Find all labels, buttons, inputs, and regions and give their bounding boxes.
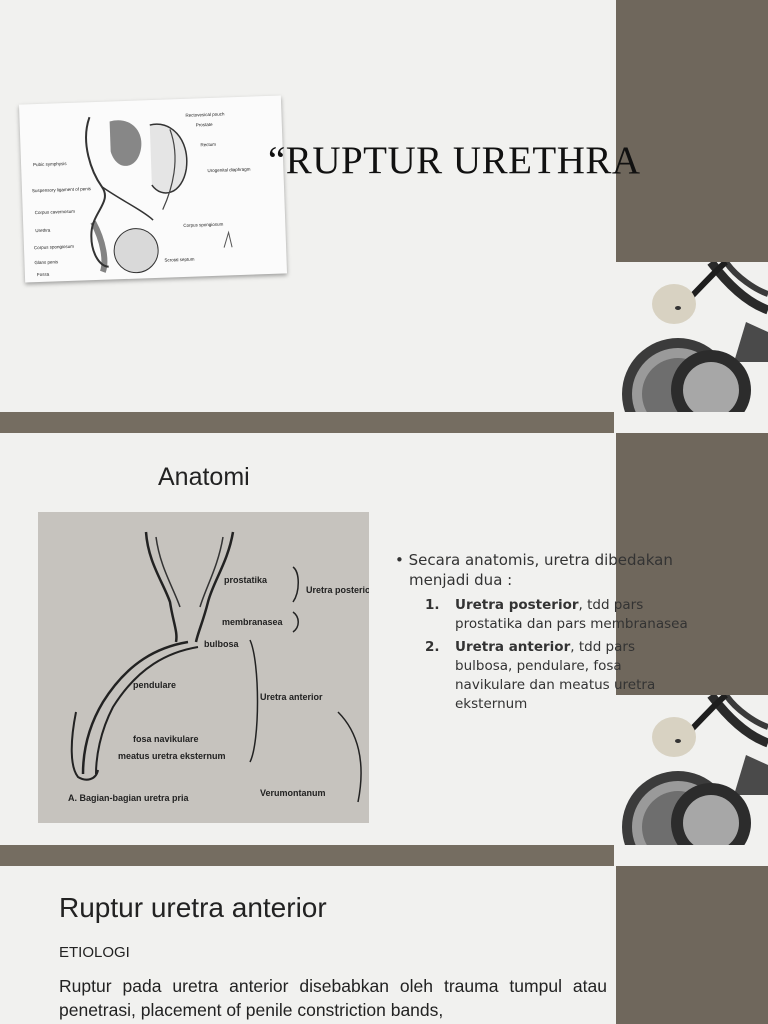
paragraph: Ruptur pada uretra anterior disebabkan oleh trauma tumpul atau penetrasi, placement of penile constriction bands,: [59, 976, 607, 1020]
label-prostatika: prostatika: [224, 575, 268, 585]
list-item-term: Uretra posterior: [455, 597, 579, 613]
slide-ruptur-uretra-anterior: [0, 866, 768, 1024]
label-rectovesical-pouch: Rectovesical pouch: [185, 111, 225, 118]
subheading: ETIOLOGI: [59, 944, 130, 961]
slide-title-text: “RUPTUR URETHRA: [268, 139, 641, 182]
label-glans-penis: Glans penis: [34, 259, 59, 266]
male-urethra-anatomy-figure: [19, 95, 287, 282]
label-urethra: Urethra: [35, 227, 51, 234]
label-meatus: meatus uretra eksternum: [118, 751, 226, 761]
brown-column: [616, 866, 768, 1024]
figure-caption: A. Bagian-bagian uretra pria: [68, 793, 189, 803]
brown-column: [616, 0, 768, 262]
label-corpus-cavernosum: Corpus cavernosum: [34, 208, 76, 216]
label-pendulare: pendulare: [133, 680, 177, 690]
section-heading: Anatomi: [158, 463, 250, 491]
slide-title: [0, 0, 768, 412]
list-item: [395, 638, 695, 714]
list-item-number: 2.: [425, 639, 440, 655]
label-scrotal-septum: Scrotal septum: [164, 256, 195, 263]
urethra-parts-figure: [38, 512, 369, 823]
label-verumontanum: Verumontanum: [260, 788, 326, 798]
slide-separator: [0, 412, 614, 433]
list-item-number: 1.: [425, 597, 440, 613]
numbered-list: [395, 596, 695, 714]
list-item-desc: , tdd pars prostatika dan pars membranasea: [455, 597, 688, 632]
label-uretra-posterior: Uretra posterior: [306, 585, 369, 595]
label-rectum: Rectum: [200, 141, 217, 148]
slide-separator: [0, 845, 614, 866]
slide-anatomi: [0, 433, 768, 845]
label-bulbosa: bulbosa: [204, 639, 239, 649]
section-heading: Ruptur uretra anterior: [59, 892, 327, 923]
label-prostate: Prostate: [195, 121, 213, 128]
bullet-main-text: Secara anatomis, uretra dibedakan menjadi dua :: [408, 551, 673, 589]
bullet-list: [395, 550, 695, 718]
label-membranasea: membranasea: [222, 617, 283, 627]
list-item-term: Uretra anterior: [455, 639, 571, 655]
label-pubic-symphysis: Pubic symphysis: [32, 161, 67, 168]
bullet-main: • Secara anatomis, uretra dibedakan menjadi dua :: [395, 551, 673, 589]
list-item-desc: , tdd pars bulbosa, pendulare, fosa navikulare dan meatus uretra eksternum: [455, 639, 656, 712]
label-uretra-anterior: Uretra anterior: [260, 692, 323, 702]
list-item: [395, 596, 695, 634]
label-corpus-spongiosum-left: Corpus spongiosum: [33, 243, 75, 251]
label-urogenital-diaphragm: Urogenital diaphragm: [207, 166, 251, 174]
label-fosa-navikulare: fosa navikulare: [133, 734, 199, 744]
label-fossa: Fossa: [36, 271, 50, 278]
label-corpus-spongiosum-right: Corpus spongiosum: [183, 221, 224, 228]
stethoscope-image: [616, 262, 768, 412]
label-suspensory-ligament: Suspensory ligament of penis: [31, 186, 92, 194]
